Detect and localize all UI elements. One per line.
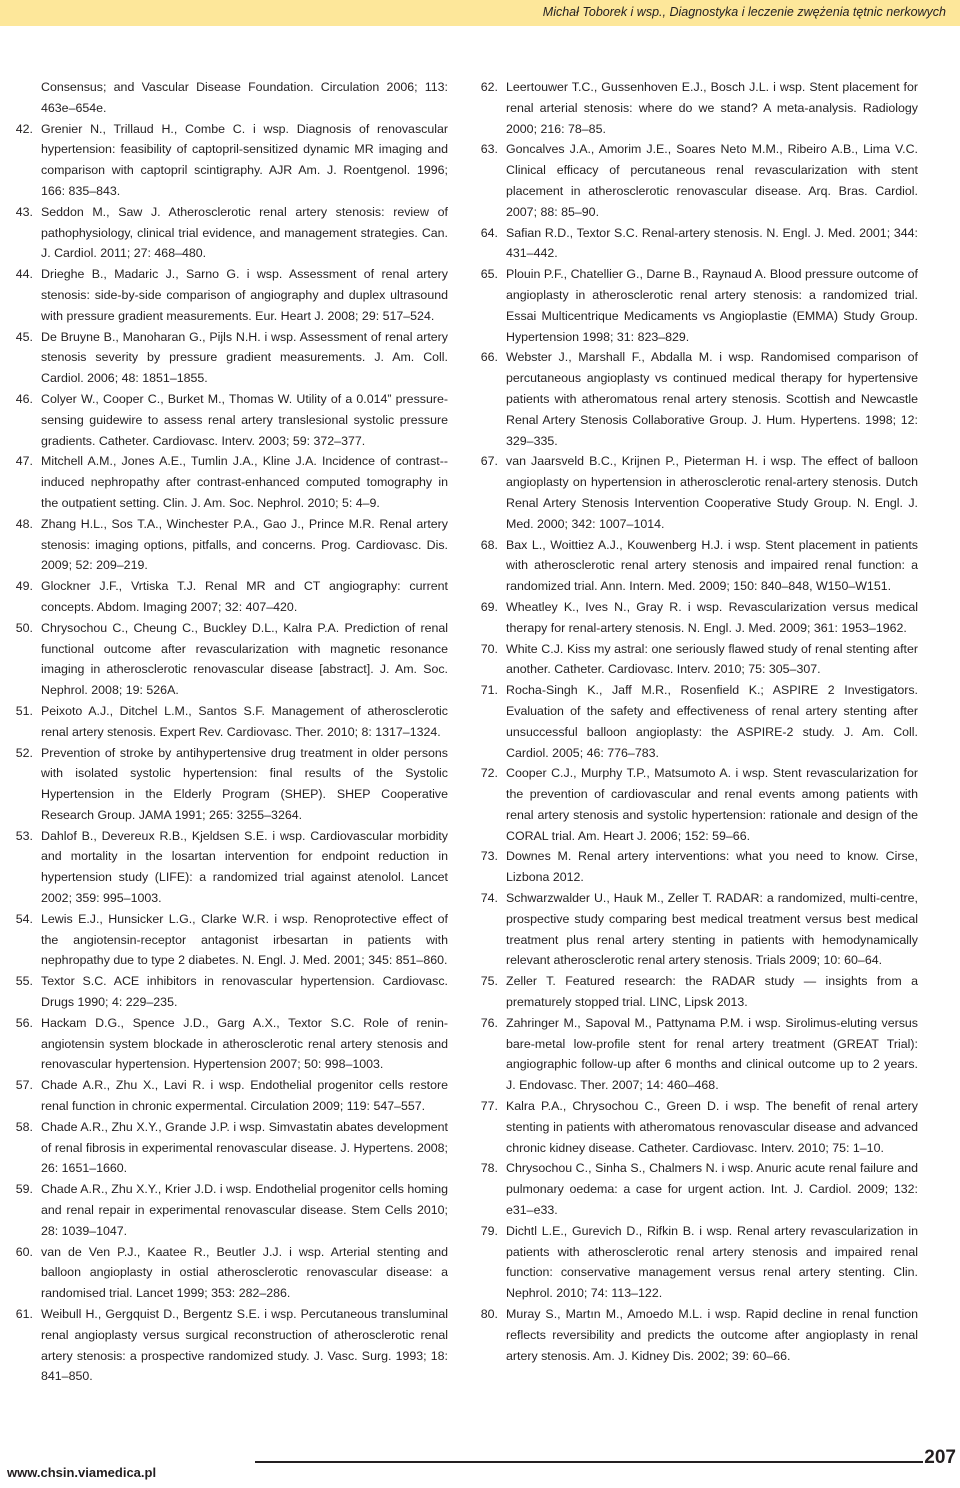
reference-number: 50. bbox=[15, 620, 33, 635]
reference-text: Seddon M., Saw J. Atherosclerotic renal artery stenosis: review of pathophysiology, clinical trial evidence, and management strategies. Can. J. Cardiol. 2011; 27: 468–480. bbox=[41, 204, 448, 261]
reference-entry bbox=[472, 451, 918, 534]
reference-entry bbox=[7, 389, 448, 451]
reference-text: Textor S.C. ACE inhibitors in renovascular hypertension. Cardiovasc. Drugs 1990; 4: 229–235. bbox=[41, 974, 448, 1010]
reference-text: Safian R.D., Textor S.C. Renal-artery stenosis. N. Engl. J. Med. 2001; 344: 431–442. bbox=[506, 225, 918, 261]
reference-text: van Jaarsveld B.C., Krijnen P., Pieterman H. i wsp. The effect of balloon angioplasty on hypertension in atherosclerotic renal-artery stenosis. Dutch Renal Artery Stenosis Intervention Cooperative Study Group. N. Engl. J. Med. 2000; 342: 1007–1014. bbox=[506, 454, 918, 531]
reference-number: 51. bbox=[15, 703, 33, 718]
reference-number: 43. bbox=[15, 204, 33, 219]
reference-number: 42. bbox=[15, 121, 33, 136]
reference-entry bbox=[472, 1158, 918, 1220]
reference-number: 57. bbox=[15, 1078, 33, 1093]
reference-text: Cooper C.J., Murphy T.P., Matsumoto A. i wsp. Stent revascularization for the prevention of cardiovascular and renal events among patients with renal artery stenosis and systolic hypertension: rationale and design of the CORAL trial. Am. Heart J. 2006; 152: 59–66. bbox=[506, 766, 918, 843]
reference-text: Lewis E.J., Hunsicker L.G., Clarke W.R. i wsp. Renoprotective effect of the angiotensin-receptor antagonist irbesartan in patients with nephropathy due to type 2 diabetes. N. Engl. J. Med. 2001; 345: 851–860. bbox=[41, 911, 448, 968]
reference-number: 70. bbox=[480, 641, 498, 656]
reference-number: 44. bbox=[15, 267, 33, 282]
reference-text: Drieghe B., Madaric J., Sarno G. i wsp. Assessment of renal artery stenosis: side-by-side comparison of angiography and duplex ultrasound with pressure gradient measurements. Eur. Heart J. 2008; 29: 517–524. bbox=[41, 267, 448, 323]
reference-text: Muray S., Martın M., Amoedo M.L. i wsp. Rapid decline in renal function reflects reversibility and predicts the outcome after angioplasty in renal artery stenosis. Am. J. Kidney Dis. 2002; 39: 60–66. bbox=[506, 1307, 918, 1363]
reference-number: 55. bbox=[15, 974, 33, 989]
reference-number: 45. bbox=[15, 329, 33, 344]
reference-text: Consensus; and Vascular Disease Foundation. Circulation 2006; 113: 463e–654e. bbox=[41, 80, 448, 115]
reference-text: Chade A.R., Zhu X.Y., Grande J.P. i wsp. Simvastatin abates development of renal fibrosis in experimental renovascular disease. J. Hypertens. 2008; 26: 1651–1660. bbox=[41, 1119, 448, 1176]
reference-text: Leertouwer T.C., Gussenhoven E.J., Bosch J.L. i wsp. Stent placement for renal arterial stenosis: where do we stand? A meta-analysis. Radiology 2000; 216: 78–85. bbox=[506, 80, 918, 136]
reference-number: 80. bbox=[480, 1307, 498, 1322]
reference-number: 52. bbox=[15, 745, 33, 760]
reference-number: 46. bbox=[15, 391, 33, 406]
reference-text: Plouin P.F., Chatellier G., Darne B., Raynaud A. Blood pressure outcome of angioplasty in atherosclerotic renal artery stenosis: a randomized trial. Essai Multicentrique Medicaments vs Angioplastie (EMMA) Study Group. Hypertension 1998; 31: 823–829. bbox=[506, 267, 918, 344]
reference-number: 73. bbox=[480, 849, 498, 864]
reference-entry bbox=[7, 743, 448, 826]
reference-text: Schwarzwalder U., Hauk M., Zeller T. RADAR: a randomized, multi-centre, prospective study comparing best medical treatment versus best medical treatment plus renal artery stenting in patients with hemodynamically relevant atherosclerotic renal artery stenosis. Trials 2009; 10: 60–64. bbox=[506, 891, 918, 968]
reference-entry bbox=[472, 597, 918, 639]
reference-number: 58. bbox=[15, 1119, 33, 1134]
reference-entry bbox=[472, 347, 918, 451]
reference-number: 77. bbox=[480, 1099, 498, 1114]
reference-number: 79. bbox=[480, 1223, 498, 1238]
reference-entry bbox=[472, 223, 918, 265]
reference-entry bbox=[472, 971, 918, 1013]
reference-entry bbox=[472, 139, 918, 222]
reference-entry bbox=[7, 1242, 448, 1304]
reference-entry bbox=[7, 971, 448, 1013]
reference-column-left bbox=[7, 77, 448, 1387]
footer-divider bbox=[255, 1461, 923, 1463]
reference-text: Zeller T. Featured research: the RADAR study — insights from a prematurely stopped trial. LINC, Lipsk 2013. bbox=[506, 974, 918, 1010]
reference-text: Chade A.R., Zhu X.Y., Krier J.D. i wsp. Endothelial progenitor cells homing and renal repair in experimental renovascular disease. Stem Cells 2010; 28: 1039–1047. bbox=[41, 1182, 448, 1238]
reference-text: Peixoto A.J., Ditchel L.M., Santos S.F. Management of atherosclerotic renal artery stenosis. Expert Rev. Cardiovasc. Ther. 2010; 8: 1317–1324. bbox=[41, 703, 448, 739]
reference-number: 76. bbox=[480, 1015, 498, 1030]
reference-entry bbox=[7, 826, 448, 909]
reference-text: Grenier N., Trillaud H., Combe C. i wsp. Diagnosis of renovascular hypertension: feasibility of captopril-sensitized dynamic MR imaging and comparison with captopril scintigraphy. AJR Am. J. Roentgenol. 1996; 166: 835–843. bbox=[41, 121, 448, 198]
reference-text: Prevention of stroke by antihypertensive drug treatment in older persons with isolated systolic hypertension: final results of the Systolic Hypertension in the Elderly Program (SHEP). SHEP Cooperative Research Group. JAMA 1991; 265: 3255–3264. bbox=[41, 745, 448, 822]
journal-url[interactable]: www.chsin.viamedica.pl bbox=[7, 1465, 157, 1480]
reference-text: Zahringer M., Sapoval M., Pattynama P.M. i wsp. Sirolimus-eluting versus bare-metal low-profile stent for renal artery treatment (GREAT Trial): angiographic follow-up after 6 months and clinical outcome up to 2 years. J. Endovasc. Ther. 2007; 14: 460–468. bbox=[506, 1015, 918, 1093]
page-number: 207 bbox=[924, 1447, 956, 1468]
reference-entry bbox=[472, 888, 918, 971]
reference-number: 62. bbox=[480, 80, 498, 94]
reference-number: 65. bbox=[480, 267, 498, 282]
reference-text: Goncalves J.A., Amorim J.E., Soares Neto M.M., Ribeiro A.B., Lima V.C. Clinical efficacy of percutaneous renal revascularization with stent placement in atherosclerotic renovascular disease. Arq. Bras. Cardiol. 2007; 88: 85–90. bbox=[506, 142, 918, 219]
reference-number: 48. bbox=[15, 516, 33, 531]
reference-column-right bbox=[472, 77, 918, 1366]
reference-text: Hackam D.G., Spence J.D., Garg A.X., Textor S.C. Role of renin-angiotensin system blockade in atherosclerotic renal artery stenosis and renovascular hypertension. Hypertension 2007; 50: 998–1003. bbox=[41, 1015, 448, 1072]
reference-number: 63. bbox=[480, 142, 498, 157]
reference-number: 71. bbox=[480, 683, 498, 698]
reference-number: 53. bbox=[15, 828, 33, 843]
reference-entry bbox=[472, 77, 918, 139]
reference-number: 49. bbox=[15, 579, 33, 594]
header-title: Diagnostyka i leczenie zwężenia tętnic nerkowych bbox=[669, 5, 946, 19]
reference-text: Mitchell A.M., Jones A.E., Tumlin J.A., Kline J.A. Incidence of contrast--induced nephropathy after contrast-enhanced computed tomography in the outpatient setting. Clin. J. Am. Soc. Nephrol. 2010; 5: 4–9. bbox=[41, 454, 448, 510]
reference-text: Dichtl L.E., Gurevich D., Rifkin B. i wsp. Renal artery revascularization in patients with atherosclerotic renal artery stenosis and impaired renal function: conservative management versus renal artery stenting. Clin. Nephrol. 2010; 74: 113–122. bbox=[506, 1223, 918, 1301]
reference-text: Rocha-Singh K., Jaff M.R., Rosenfield K.; ASPIRE 2 Investigators. Evaluation of the safety and effectiveness of renal artery stenting after unsuccessful balloon angioplasty: the ASPIRE-2 study. J. Am. Coll. Cardiol. 2005; 46: 776–783. bbox=[506, 683, 918, 760]
reference-number: 56. bbox=[15, 1015, 33, 1030]
reference-number: 68. bbox=[480, 537, 498, 552]
reference-text: De Bruyne B., Manoharan G., Pijls N.H. i wsp. Assessment of renal artery stenosis severity by pressure gradient measurements. J. Am. Coll. Cardiol. 2006; 48: 1851–1855. bbox=[41, 329, 448, 386]
reference-text: Zhang H.L., Sos T.A., Winchester P.A., Gao J., Prince M.R. Renal artery stenosis: imaging options, pitfalls, and concerns. Prog. Cardiovasc. Dis. 2009; 52: 209–219. bbox=[41, 516, 448, 573]
reference-entry bbox=[7, 451, 448, 513]
reference-text: van de Ven P.J., Kaatee R., Beutler J.J. i wsp. Arterial stenting and balloon angioplasty in ostial atherosclerotic renovascular disease: a randomised trial. Lancet 1999; 353: 282–286. bbox=[41, 1244, 448, 1301]
reference-entry bbox=[472, 763, 918, 846]
reference-entry bbox=[7, 264, 448, 326]
reference-entry bbox=[7, 202, 448, 264]
reference-text: Webster J., Marshall F., Abdalla M. i wsp. Randomised comparison of percutaneous angioplasty vs continued medical therapy for hypertensive patients with atheromatous renal artery stenosis. Scottish and Newcastle Renal Artery Stenosis Collaborative Group. J. Hum. Hypertens. 1998; 12: 329–335. bbox=[506, 350, 918, 448]
reference-number: 60. bbox=[15, 1244, 33, 1259]
reference-entry bbox=[472, 639, 918, 681]
header-separator: , bbox=[662, 5, 670, 19]
reference-entry bbox=[7, 1013, 448, 1075]
reference-number: 47. bbox=[15, 454, 33, 469]
reference-number: 54. bbox=[15, 911, 33, 926]
reference-entry bbox=[7, 701, 448, 743]
reference-text: Weibull H., Gergquist D., Bergentz S.E. i wsp. Percutaneous transluminal renal angioplasty versus surgical reconstruction of atherosclerotic renal artery stenosis: a prospective randomized study. J. Vasc. Surg. 1993; 18: 841–850. bbox=[41, 1307, 448, 1384]
reference-entry bbox=[7, 576, 448, 618]
reference-text: Chrysochou C., Sinha S., Chalmers N. i wsp. Anuric acute renal failure and pulmonary oedema: a case for urgent action. Int. J. Cardiol. 2009; 132: e31–e33. bbox=[506, 1161, 918, 1218]
reference-text: Chrysochou C., Cheung C., Buckley D.L., Kalra P.A. Prediction of renal functional outcome after revascularization with magnetic resonance imaging in atherosclerotic renovascular disease [abstract]. J. Am. Soc. Nephrol. 2008; 19: 526A. bbox=[41, 620, 448, 698]
reference-entry bbox=[472, 264, 918, 347]
reference-text: Colyer W., Cooper C., Burket M., Thomas W. Utility of a 0.014” pressure-sensing guidewire to assess renal artery translesional systolic pressure gradients. Catheter. Cardiovasc. Interv. 2003; 59: 372–377. bbox=[41, 391, 448, 448]
reference-entry bbox=[7, 77, 448, 119]
reference-text: Chade A.R., Zhu X., Lavi R. i wsp. Endothelial progenitor cells restore renal function in chronic expermental. Circulation 2009; 119: 547–557. bbox=[41, 1078, 448, 1114]
reference-number: 61. bbox=[15, 1307, 33, 1322]
reference-text: Downes M. Renal artery interventions: what you need to know. Cirse, Lizbona 2012. bbox=[506, 849, 918, 885]
reference-text: Wheatley K., Ives N., Gray R. i wsp. Revascularization versus medical therapy for renal-artery stenosis. N. Engl. J. Med. 2009; 361: 1953–1962. bbox=[506, 599, 918, 635]
reference-entry bbox=[472, 535, 918, 597]
reference-entry bbox=[472, 846, 918, 888]
reference-text: White C.J. Kiss my astral: one seriously flawed study of renal stenting after another. Catheter. Cardiovasc. Interv. 2010; 75: 305–307. bbox=[506, 641, 918, 677]
reference-entry bbox=[7, 327, 448, 389]
reference-entry bbox=[7, 119, 448, 202]
running-header bbox=[0, 0, 960, 26]
reference-entry bbox=[472, 1096, 918, 1158]
reference-entry bbox=[7, 1179, 448, 1241]
reference-text: Glockner J.F., Vrtiska T.J. Renal MR and CT angiography: current concepts. Abdom. Imaging 2007; 32: 407–420. bbox=[41, 579, 448, 614]
reference-text: Kalra P.A., Chrysochou C., Green D. i wsp. The benefit of renal artery stenting in patients with atheromatous renovascular disease and advanced chronic kidney disease. Catheter. Cardiovasc. Interv. 2010; 75: 1–10. bbox=[506, 1099, 918, 1155]
reference-entry bbox=[7, 1304, 448, 1387]
reference-number: 66. bbox=[480, 350, 498, 365]
reference-entry bbox=[472, 1221, 918, 1304]
reference-number: 67. bbox=[480, 454, 498, 469]
reference-number: 78. bbox=[480, 1161, 498, 1176]
reference-entry bbox=[472, 1013, 918, 1096]
reference-entry bbox=[7, 618, 448, 701]
reference-number: 74. bbox=[480, 891, 498, 906]
reference-number: 75. bbox=[480, 974, 498, 989]
reference-entry bbox=[7, 909, 448, 971]
reference-entry bbox=[7, 514, 448, 576]
reference-number: 72. bbox=[480, 766, 498, 781]
reference-number: 64. bbox=[480, 225, 498, 240]
reference-entry bbox=[7, 1075, 448, 1117]
reference-entry bbox=[472, 680, 918, 763]
header-authors: Michał Toborek i wsp. bbox=[542, 5, 663, 19]
running-header-text bbox=[543, 2, 946, 22]
reference-number: 69. bbox=[480, 599, 498, 614]
reference-text: Dahlof B., Devereux R.B., Kjeldsen S.E. i wsp. Cardiovascular morbidity and mortality in the losartan intervention for endpoint reduction in hypertension study (LIFE): a randomized trial against atenolol. Lancet 2002; 359: 995–1003. bbox=[41, 828, 448, 906]
reference-entry bbox=[472, 1304, 918, 1366]
reference-entry bbox=[7, 1117, 448, 1179]
reference-number: 59. bbox=[15, 1182, 33, 1197]
reference-text: Bax L., Woittiez A.J., Kouwenberg H.J. i wsp. Stent placement in patients with atherosclerotic renal artery stenosis and impaired renal function: a randomized trial. Ann. Intern. Med. 2009; 150: 840–848, W150–W151. bbox=[506, 537, 918, 594]
